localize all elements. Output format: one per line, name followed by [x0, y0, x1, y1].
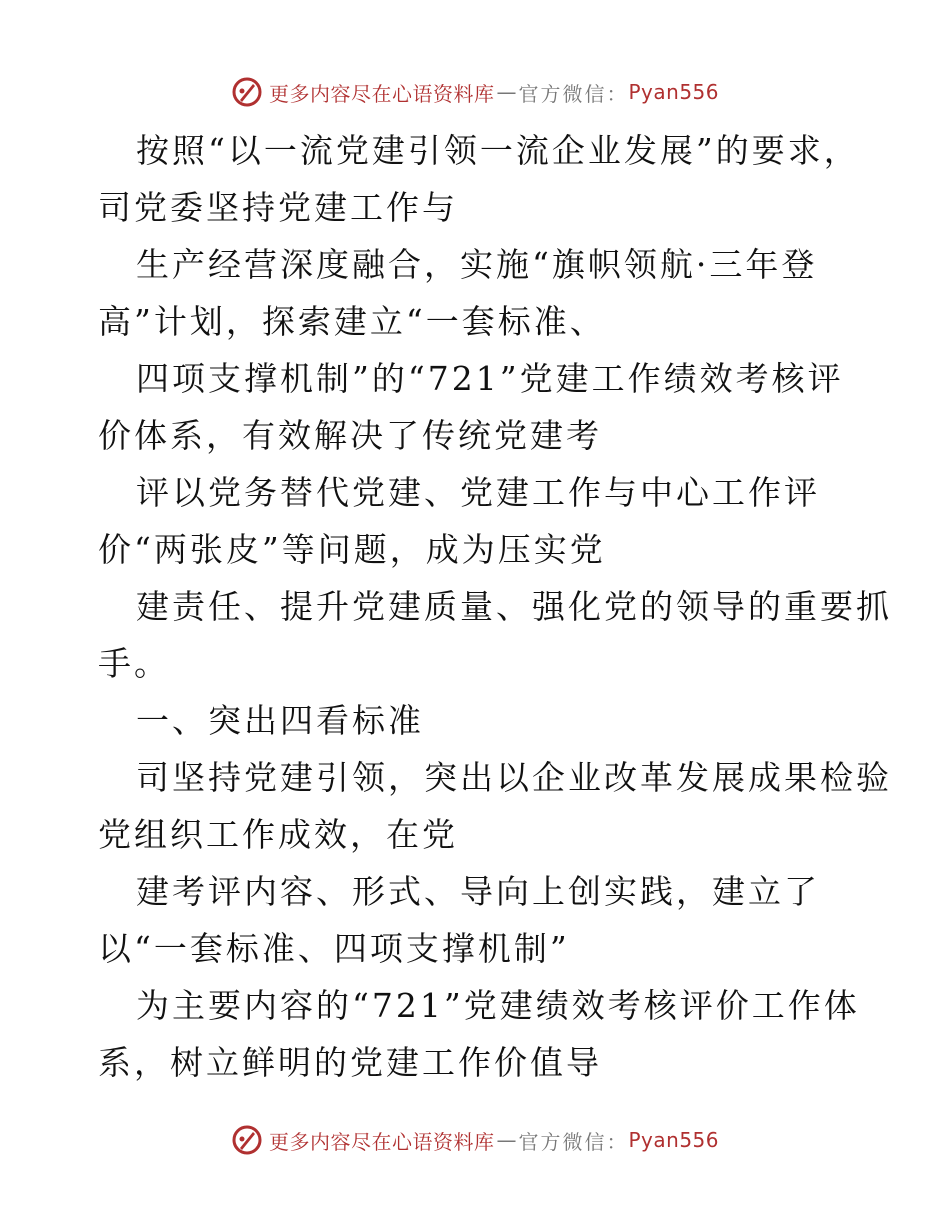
text-line: 司党委坚持党建工作与: [98, 188, 458, 227]
text-line: 按照“以一流党建引领一流企业发展”的要求，: [136, 131, 860, 170]
watermark-brand: 更多内容尽在心语资料库: [268, 1129, 495, 1154]
text-line: 四项支撑机制”的“721”党建工作绩效考核评: [136, 359, 844, 398]
quill-logo-icon: [231, 1124, 263, 1156]
watermark-label: 官方微信：: [518, 1129, 629, 1154]
footer-watermark: [0, 1120, 950, 1160]
watermark-brand: 更多内容尽在心语资料库: [268, 81, 495, 106]
text-line: 党组织工作成效，在党: [98, 815, 458, 854]
text-line: 手。: [98, 644, 170, 683]
watermark-dash: —: [496, 80, 517, 104]
text-line: 以“一套标准、四项支撑机制”: [98, 929, 570, 968]
header-watermark: [0, 72, 950, 112]
text-line: 价体系，有效解决了传统党建考: [98, 416, 602, 455]
watermark-label: 官方微信：: [518, 81, 629, 106]
text-line: 一、突出四看标准: [136, 701, 424, 740]
text-line: 评以党务替代党建、党建工作与中心工作评: [136, 473, 820, 512]
watermark-dash: —: [496, 1128, 517, 1152]
watermark-id: Pyan556: [628, 1128, 719, 1152]
text-line: 高”计划，探索建立“一套标准、: [98, 302, 606, 341]
text-line: 建责任、提升党建质量、强化党的领导的重要抓: [136, 587, 892, 626]
watermark-id: Pyan556: [628, 80, 719, 104]
text-line: 生产经营深度融合，实施“旗帜领航·三年登: [136, 245, 818, 284]
text-line: 系，树立鲜明的党建工作价值导: [98, 1043, 602, 1082]
text-line: 为主要内容的“721”党建绩效考核评价工作体: [136, 986, 860, 1025]
document-body: [98, 122, 898, 1091]
text-line: 司坚持党建引领，突出以企业改革发展成果检验: [136, 758, 892, 797]
text-line: 建考评内容、形式、导向上创实践，建立了: [136, 872, 820, 911]
text-line: 价“两张皮”等问题，成为压实党: [98, 530, 606, 569]
quill-logo-icon: [231, 76, 263, 108]
